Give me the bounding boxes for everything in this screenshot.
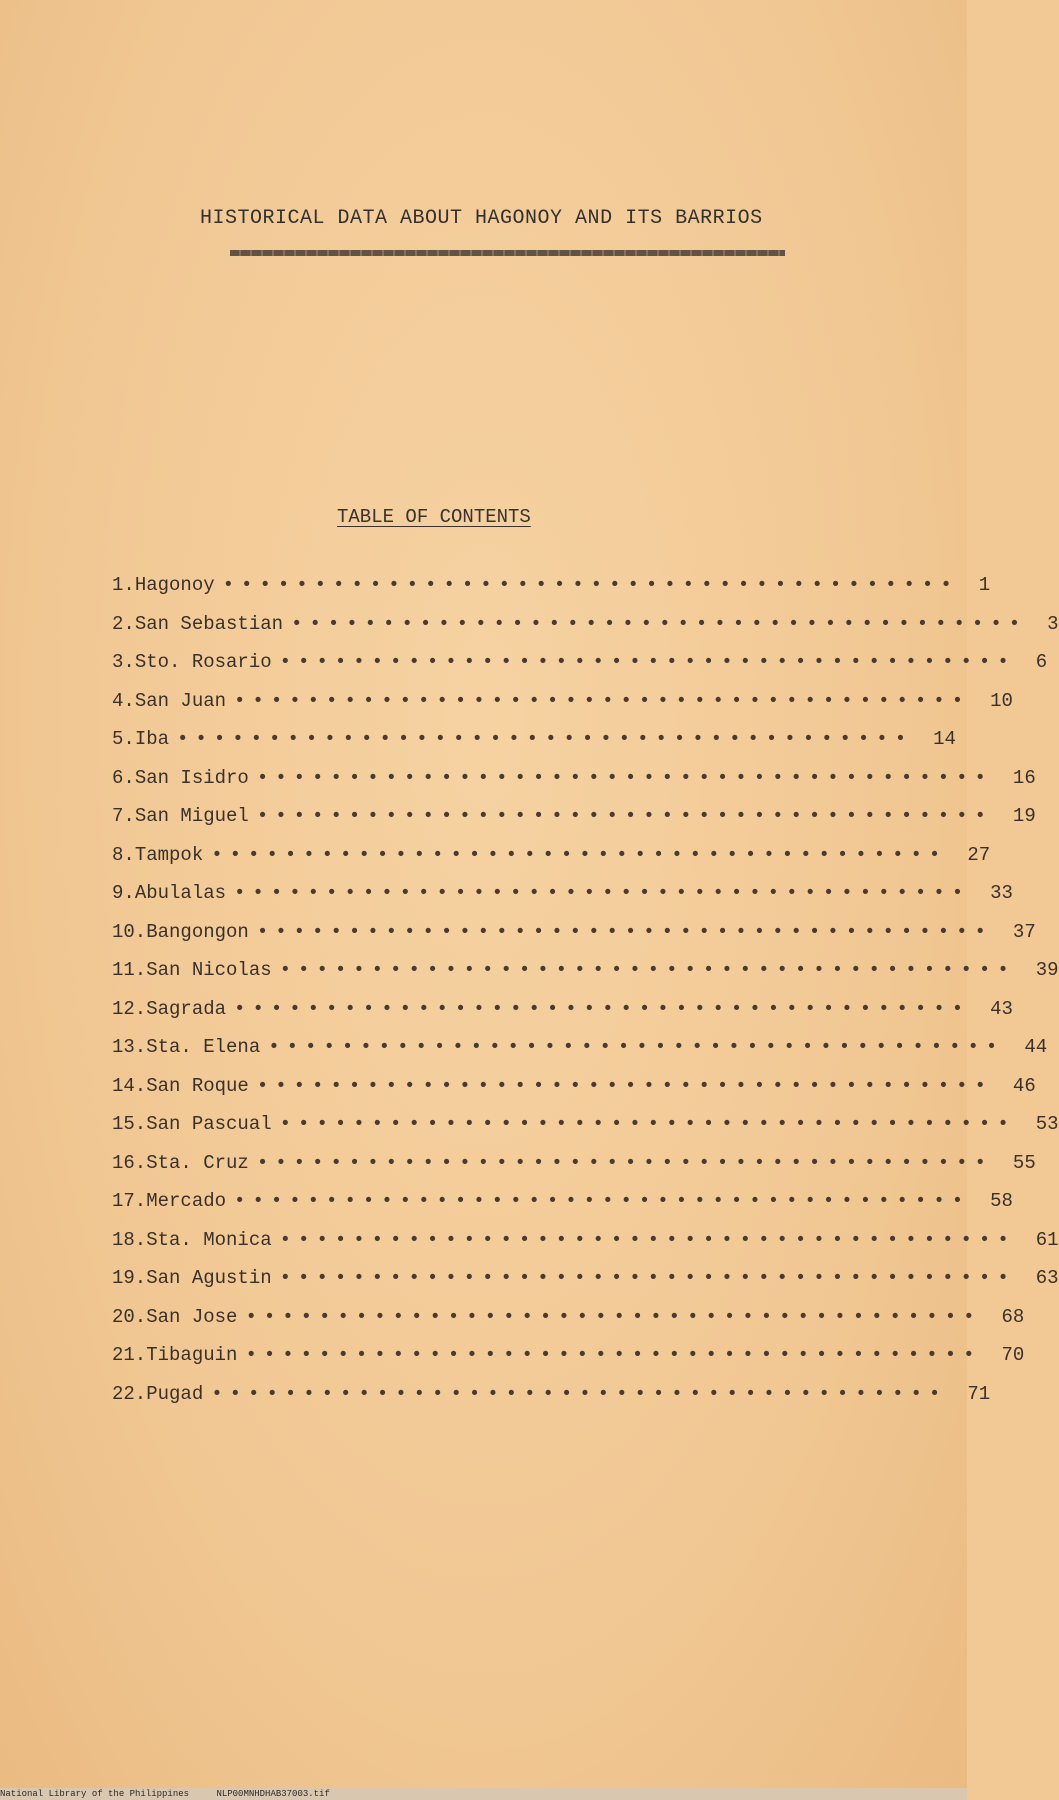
toc-entry-page: 1 <box>978 574 991 596</box>
toc-entry-page: 16 <box>1012 766 1036 789</box>
toc-entry <box>112 959 1059 998</box>
toc-entry-page: 43 <box>990 997 1013 1020</box>
toc-entry-number: 11. <box>112 959 147 981</box>
toc-entry <box>112 997 1013 1037</box>
toc-entry-page: 53 <box>1035 1113 1059 1135</box>
toc-entry-name: Sto. Rosario <box>134 651 272 673</box>
toc-entry-page: 19 <box>1012 805 1036 827</box>
toc-entry-page: 6 <box>1035 651 1048 673</box>
toc-entry-number: 10. <box>112 920 147 943</box>
toc-entry <box>112 843 991 883</box>
toc-entry-name: Iba <box>134 728 170 750</box>
toc-entry-page: 58 <box>990 1190 1013 1212</box>
toc-entry <box>112 1074 1036 1114</box>
toc-entry <box>112 728 956 767</box>
toc-dot-leader: •••••••••••••••••••••••••••••••••••••••• <box>268 1036 1005 1058</box>
toc-entry <box>112 1151 1036 1191</box>
toc-entry-name: San Isidro <box>134 766 249 789</box>
toc-entry <box>112 651 1048 690</box>
toc-entry <box>112 1113 1059 1152</box>
toc-dot-leader: •••••••••••••••••••••••••••••••••••••••• <box>256 920 993 943</box>
toc-entry-number: 7. <box>112 805 135 827</box>
toc-entry-page: 70 <box>1001 1344 1025 1366</box>
toc-entry-name: Hagonoy <box>134 574 215 596</box>
toc-dot-leader: •••••••••••••••••••••••••••••••••••••••• <box>234 689 971 712</box>
toc-entry <box>112 574 991 613</box>
toc-entry-page: 33 <box>990 882 1013 904</box>
toc-dot-leader: •••••••••••••••••••••••••••••••••••••••• <box>222 574 959 596</box>
toc-entry-number: 14. <box>112 1074 147 1097</box>
toc-entry-page: 37 <box>1012 920 1036 943</box>
toc-entry-page: 61 <box>1035 1228 1059 1251</box>
document-title: HISTORICAL DATA ABOUT HAGONOY AND ITS BARRIOS <box>200 207 763 230</box>
toc-entry-number: 17. <box>112 1190 147 1212</box>
toc-entry-number: 3. <box>112 651 135 673</box>
scan-footer <box>0 1788 967 1800</box>
toc-entry-name: San Miguel <box>134 805 249 827</box>
toc-entry-page: 55 <box>1012 1151 1036 1174</box>
toc-entry-name: San Sebastian <box>134 612 284 635</box>
toc-dot-leader: •••••••••••••••••••••••••••••••••••••••• <box>279 959 1016 981</box>
toc-entry-name: Sagrada <box>146 997 227 1020</box>
toc-entry <box>112 1036 1048 1075</box>
footer-library: National Library of the Philippines <box>0 1789 190 1799</box>
toc-entry-number: 2. <box>112 612 135 635</box>
toc-dot-leader: •••••••••••••••••••••••••••••••••••••••• <box>256 1074 993 1097</box>
toc-dot-leader: •••••••••••••••••••••••••••••••••••••••• <box>291 612 1028 635</box>
toc-entry-name: Pugad <box>146 1382 204 1405</box>
table-of-contents <box>112 574 1059 1421</box>
toc-entry-name: Mercado <box>146 1190 227 1212</box>
toc-entry <box>112 766 1036 806</box>
toc-entry-number: 18. <box>112 1228 147 1251</box>
toc-entry <box>112 689 1013 729</box>
toc-dot-leader: •••••••••••••••••••••••••••••••••••••••• <box>211 1382 948 1405</box>
toc-entry-page: 68 <box>1001 1305 1025 1328</box>
toc-entry-number: 15. <box>112 1113 147 1135</box>
toc-entry-name: Abulalas <box>134 882 227 904</box>
toc-entry-number: 9. <box>112 882 135 904</box>
toc-entry-number: 6. <box>112 766 135 789</box>
toc-dot-leader: •••••••••••••••••••••••••••••••••••••••• <box>245 1305 982 1328</box>
toc-entry-name: Sta. Cruz <box>146 1151 249 1174</box>
title-underline-rule <box>230 250 785 256</box>
toc-entry-page: 10 <box>990 689 1013 712</box>
toc-entry <box>112 920 1036 960</box>
toc-entry <box>112 1228 1059 1268</box>
toc-entry-number: 12. <box>112 997 147 1020</box>
toc-entry-name: Bangongon <box>146 920 249 943</box>
toc-entry-page: 71 <box>967 1382 991 1405</box>
toc-entry <box>112 1344 1025 1383</box>
toc-entry <box>112 1267 1059 1306</box>
toc-entry <box>112 805 1036 844</box>
toc-entry-number: 5. <box>112 728 135 750</box>
toc-dot-leader: •••••••••••••••••••••••••••••••••••••••• <box>256 766 993 789</box>
toc-dot-leader: •••••••••••••••••••••••••••••••••••••••• <box>279 1228 1016 1251</box>
toc-dot-leader: •••••••••••••••••••••••••••••••••••••••• <box>177 728 914 750</box>
toc-entry <box>112 1305 1025 1345</box>
toc-entry-name: Sta. Monica <box>146 1228 272 1251</box>
toc-entry-number: 16. <box>112 1151 147 1174</box>
footer-filename: NLP00MNHDHAB37003.tif <box>216 1789 330 1799</box>
toc-entry-name: San Pascual <box>146 1113 272 1135</box>
toc-entry-name: Sta. Elena <box>146 1036 261 1058</box>
toc-entry-name: Tampok <box>134 843 204 866</box>
toc-entry <box>112 1382 991 1422</box>
toc-entry-name: San Roque <box>146 1074 249 1097</box>
toc-entry-name: San Jose <box>146 1305 238 1328</box>
toc-dot-leader: •••••••••••••••••••••••••••••••••••••••• <box>234 882 971 904</box>
toc-entry-name: San Nicolas <box>146 959 272 981</box>
toc-entry-number: 19. <box>112 1267 147 1289</box>
toc-entry-number: 22. <box>112 1382 147 1405</box>
toc-dot-leader: •••••••••••••••••••••••••••••••••••••••• <box>234 997 971 1020</box>
toc-dot-leader: •••••••••••••••••••••••••••••••••••••••• <box>256 1151 993 1174</box>
toc-dot-leader: •••••••••••••••••••••••••••••••••••••••• <box>245 1344 982 1366</box>
toc-entry-name: San Juan <box>134 689 227 712</box>
toc-dot-leader: •••••••••••••••••••••••••••••••••••••••• <box>279 1267 1016 1289</box>
toc-dot-leader: •••••••••••••••••••••••••••••••••••••••• <box>234 1190 971 1212</box>
toc-entry-number: 1. <box>112 574 135 596</box>
toc-heading: TABLE OF CONTENTS <box>337 506 531 528</box>
toc-dot-leader: •••••••••••••••••••••••••••••••••••••••• <box>211 843 948 866</box>
toc-entry-number: 21. <box>112 1344 147 1366</box>
toc-entry-page: 46 <box>1012 1074 1036 1097</box>
toc-entry-page: 3 <box>1047 612 1059 635</box>
toc-entry-name: Tibaguin <box>146 1344 238 1366</box>
toc-entry-page: 39 <box>1035 959 1059 981</box>
toc-entry <box>112 882 1013 921</box>
toc-entry-number: 13. <box>112 1036 147 1058</box>
toc-dot-leader: •••••••••••••••••••••••••••••••••••••••• <box>256 805 993 827</box>
toc-entry <box>112 612 1059 652</box>
toc-entry-name: San Agustin <box>146 1267 272 1289</box>
toc-entry-number: 4. <box>112 689 135 712</box>
toc-entry <box>112 1190 1013 1229</box>
toc-dot-leader: •••••••••••••••••••••••••••••••••••••••• <box>279 651 1016 673</box>
toc-dot-leader: •••••••••••••••••••••••••••••••••••••••• <box>279 1113 1016 1135</box>
toc-entry-page: 44 <box>1024 1036 1048 1058</box>
toc-entry-page: 27 <box>967 843 991 866</box>
toc-entry-page: 63 <box>1035 1267 1059 1289</box>
toc-entry-number: 8. <box>112 843 135 866</box>
toc-entry-number: 20. <box>112 1305 147 1328</box>
toc-entry-page: 14 <box>933 728 956 750</box>
